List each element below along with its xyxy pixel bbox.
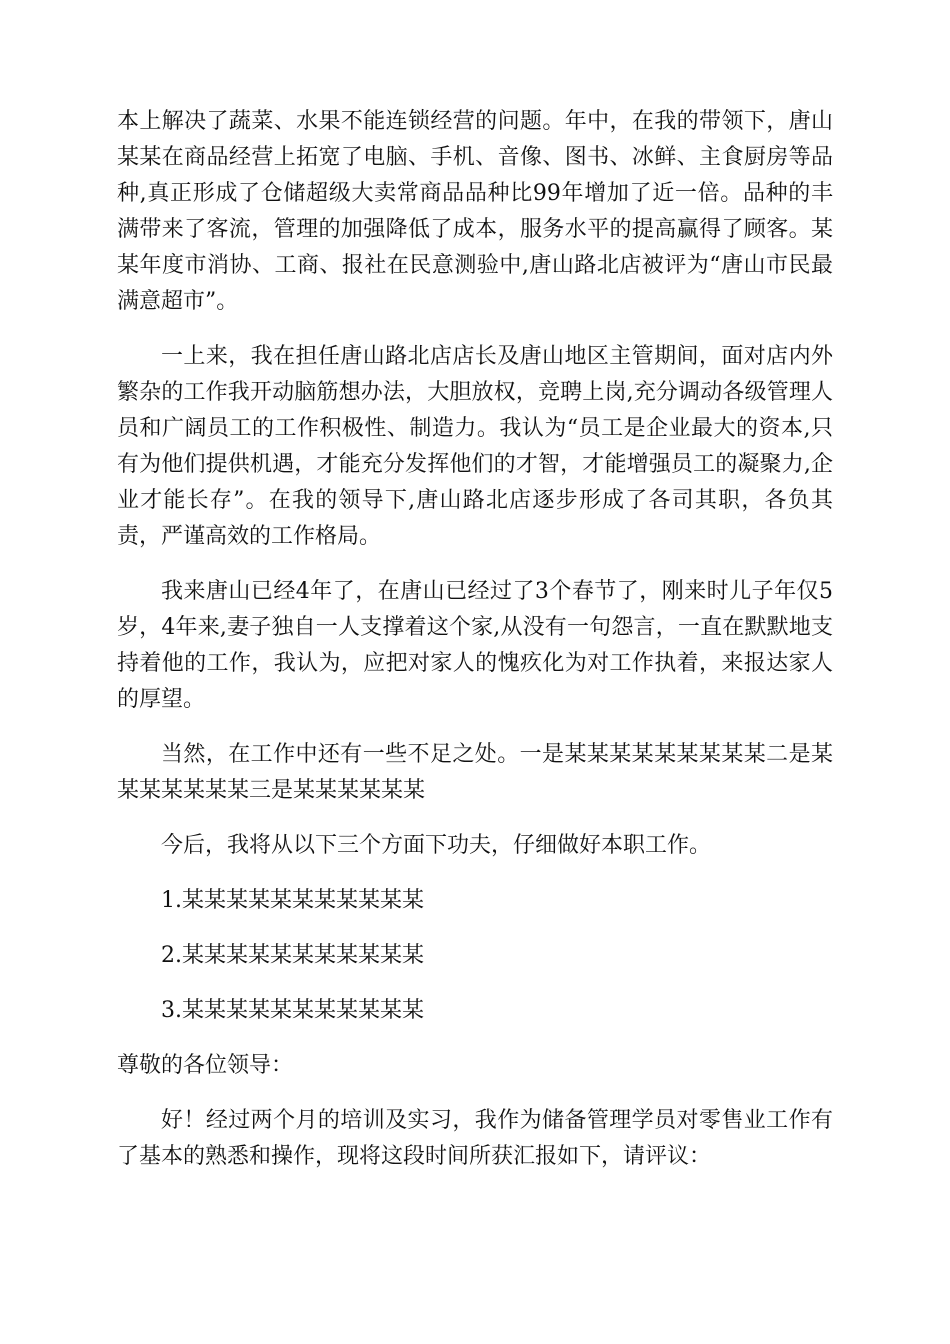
list-item: 1.某某某某某某某某某某某 [161, 888, 424, 913]
paragraph-shortcomings: 当然，在工作中还有一些不足之处。一是某某某某某某某某某二是某某某某某某某三是某某某某某某 [117, 742, 833, 803]
paragraph-training-report: 好！经过两个月的培训及实习，我作为储备管理学员对零售业工作有了基本的熟悉和操作，现将这段时间所获汇报如下，请评议： [117, 1108, 833, 1169]
list-item: 3.某某某某某某某某某某某 [161, 998, 424, 1023]
paragraph-family-support: 我来唐山已经4年了，在唐山已经过了3个春节了，刚来时儿子年仅5岁，4年来,妻子独自一人支撑着这个家,从没有一句怨言，一直在默默地支持着他的工作，我认为，应把对家人的愧疚化为对工作执着，来报达家人的厚望。 [117, 579, 833, 712]
paragraph-business-results: 本上解决了蔬菜、水果不能连锁经营的问题。年中，在我的带领下，唐山某某在商品经营上拓宽了电脑、手机、音像、图书、冰鲜、主食厨房等品种,真正形成了仓储超级大卖常商品品种比99年增加了近一倍。品种的丰满带来了客流，管理的加强降低了成本，服务水平的提高赢得了顾客。某某年度市消协、工商、报社在民意测验中,唐山路北店被评为“唐山市民最满意超市”。 [117, 109, 833, 314]
paragraph-management-approach: 一上来，我在担任唐山路北店店长及唐山地区主管期间，面对店内外繁杂的工作我开动脑筋想办法，大胆放权，竞聘上岗,充分调动各级管理人员和广阔员工的工作积极性、制造力。我认为“员工是企业最大的资本,只有为他们提供机遇，才能充分发挥他们的才智，才能增强员工的凝聚力,企业才能长存”。在我的领导下,唐山路北店逐步形成了各司其职，各负其责，严谨高效的工作格局。 [117, 344, 833, 549]
salutation: 尊敬的各位领导： [117, 1053, 294, 1078]
document-page [117, 104, 833, 1194]
paragraph-future-plans: 今后，我将从以下三个方面下功夫，仔细做好本职工作。 [161, 833, 712, 858]
list-item: 2.某某某某某某某某某某某 [161, 943, 424, 968]
